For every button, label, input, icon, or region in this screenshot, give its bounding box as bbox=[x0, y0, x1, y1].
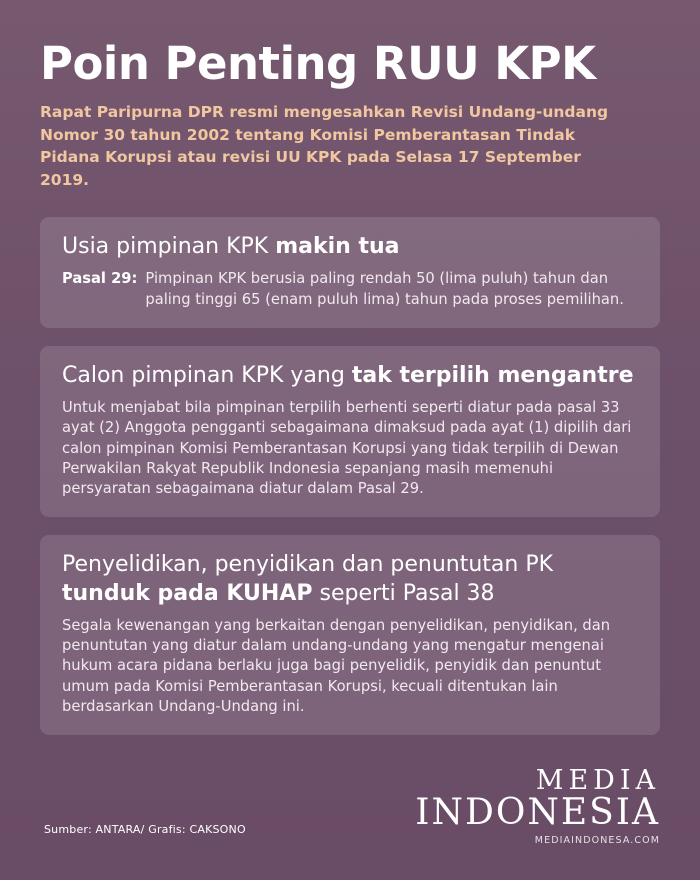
card-body-text: Untuk menjabat bila pimpinan terpilih berhenti seperti diatur pada pasal 33 ayat (2) Anggota pengganti sebagaimana dimaksud pada ayat (1) dipilih dari calon pimpinan Komisi Pemberantasan Korupsi yang tidak terpilih di Dewan Perwakilan Rakyat Republik Indonesia sepanjang masih memenuhi persyaratan sebagaimana diatur dalam Pasal 29. bbox=[62, 399, 632, 498]
card-heading-plain: Penyelidikan, penyidikan dan penuntutan PK bbox=[62, 552, 554, 578]
card-heading-bold: tak terpilih mengantre bbox=[351, 362, 634, 388]
source-credit: Sumber: ANTARA/ Grafis: CAKSONO bbox=[44, 823, 246, 836]
card-heading-plain: Usia pimpinan KPK bbox=[62, 234, 276, 260]
card-body-text: Pimpinan KPK berusia paling rendah 50 (lima puluh) tahun dan paling tinggi 65 (enam puluh lima) tahun pada proses pemilihan. bbox=[145, 270, 624, 308]
card-calon-pimpinan bbox=[40, 346, 660, 518]
card-heading bbox=[62, 233, 638, 261]
card-heading-bold: tunduk pada KUHAP bbox=[62, 580, 313, 606]
card-heading-tail: seperti Pasal 38 bbox=[312, 580, 495, 606]
card-body-text: Segala kewenangan yang berkaitan dengan penyelidikan, penyidikan, dan penuntutan yang diatur dalam undang-undang yang mengatur mengenai hukum acara pidana berlaku juga bagi penyelidik, penyidik dan penuntut umum pada Komisi Pemberantasan Korupsi, kecuali ditentukan lain berdasarkan Undang-Undang ini. bbox=[62, 616, 611, 715]
pasal-label: Pasal 29: bbox=[62, 270, 138, 288]
page-subtitle: Rapat Paripurna DPR resmi mengesahkan Revisi Undang-undang Nomor 30 tahun 2002 tentang Komisi Pemberantasan Tindak Pidana Korupsi atau revisi UU KPK pada Selasa 17 September 2019. bbox=[40, 103, 609, 189]
logo-website-url: MEDIAINDONESA.COM bbox=[534, 835, 660, 846]
card-heading bbox=[62, 362, 638, 390]
card-penyelidikan-kuhap bbox=[40, 535, 660, 735]
cards-container bbox=[40, 217, 660, 735]
page-title: Poin Penting RUU KPK bbox=[40, 37, 596, 90]
card-body-row bbox=[62, 269, 638, 310]
card-heading bbox=[62, 551, 638, 607]
logo-line-indonesia: INDONESIA bbox=[415, 792, 660, 834]
card-heading-bold: makin tua bbox=[275, 234, 400, 260]
card-heading-plain: Calon pimpinan KPK yang bbox=[62, 362, 352, 388]
card-usia-pimpinan bbox=[40, 217, 660, 328]
logo-line-media: MEDIA bbox=[535, 765, 660, 797]
media-indonesia-logo bbox=[415, 767, 660, 846]
